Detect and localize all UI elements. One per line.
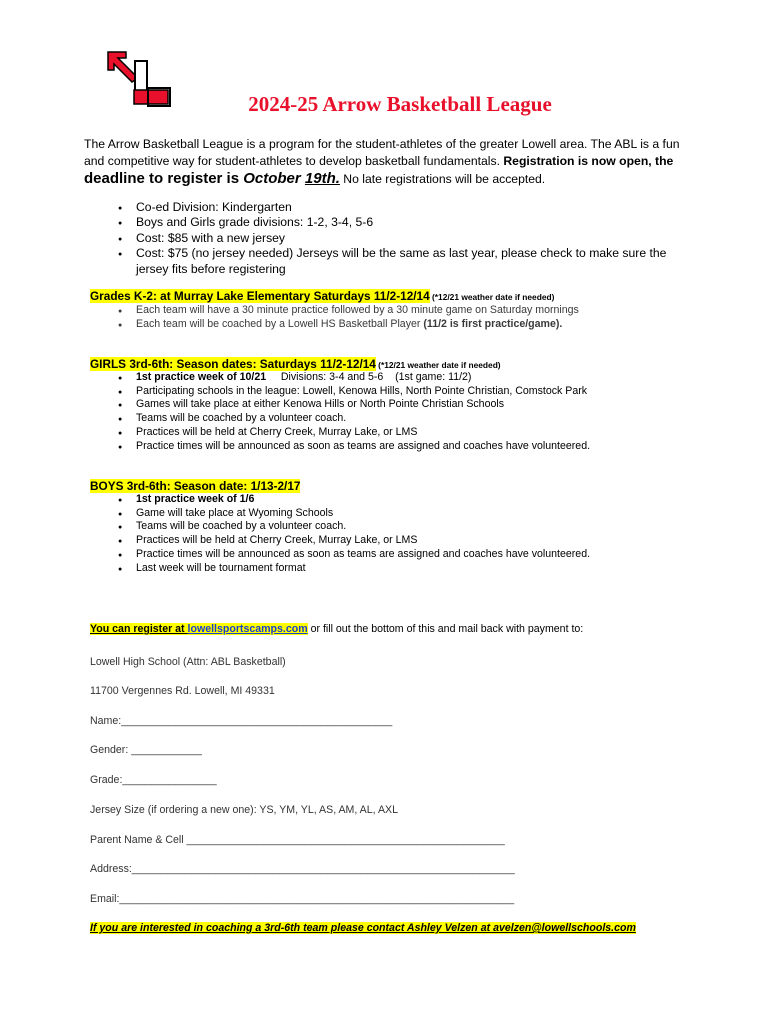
intro-paragraph: [84, 136, 684, 188]
k2-item-text: Each team will be coached by a Lowell HS Basketball Player: [136, 317, 424, 330]
boys-heading-text: BOYS 3rd-6th: Season date: 1/13-2/17: [90, 479, 301, 493]
deadline-text: deadline to register is: [84, 170, 244, 187]
list-item: ● Practices will be held at Cherry Creek, Murray Lake, or LMS: [118, 534, 678, 548]
k2-item-text: Each team will have a 30 minute practice followed by a 30 minute game on Saturday mornings: [136, 304, 579, 316]
girls-heading: [90, 357, 501, 371]
parent-field[interactable]: Parent Name & Cell ______________________________________________________: [90, 834, 505, 846]
k2-heading-text: Grades K-2: at Murray Lake Elementary Saturdays 11/2-12/14: [90, 289, 430, 303]
list-item: [118, 371, 678, 385]
register-prefix: You can register at: [90, 623, 188, 635]
girls-list: [118, 371, 678, 453]
list-item: ● Participating schools in the league: Lowell, Kenowa Hills, North Pointe Christian, Comstock Park: [118, 385, 678, 399]
list-item: ● Cost: $85 with a new jersey: [118, 231, 678, 246]
list-item: ● Games will take place at either Kenowa Hills or North Pointe Christian Schools: [118, 398, 678, 412]
address-field[interactable]: Address:_________________________________________________________________: [90, 863, 515, 875]
list-item: ● Practice times will be announced as soon as teams are assigned and coaches have volunteered.: [118, 440, 678, 454]
jersey-size-field[interactable]: Jersey Size (if ordering a new one): YS, YM, YL, AS, AM, AL, AXL: [90, 804, 398, 816]
name-field[interactable]: Name:______________________________________________: [90, 715, 393, 727]
k2-heading: [90, 289, 554, 303]
list-item: ● Teams will be coached by a volunteer coach.: [118, 520, 678, 534]
k2-list: [118, 304, 678, 331]
boys-list: [118, 493, 678, 575]
girls-heading-text: GIRLS 3rd-6th: Season dates: Saturdays 11/2-12/14: [90, 357, 376, 371]
address-line-1: Lowell High School (Attn: ABL Basketball): [90, 656, 286, 668]
intro-text: The Arrow Basketball League is a program for the student-athletes of the greater Lowell area. The ABL is a fun and competitive way for student-athletes to develop basketball fundamentals.: [84, 137, 680, 168]
page-title: 2024-25 Arrow Basketball League: [248, 92, 552, 116]
list-item: ● Game will take place at Wyoming Schools: [118, 507, 678, 521]
list-item: ● Boys and Girls grade divisions: 1-2, 3-4, 5-6: [118, 215, 678, 230]
register-suffix: or fill out the bottom of this and mail back with payment to:: [307, 623, 584, 635]
list-item: ● Teams will be coached by a volunteer coach.: [118, 412, 678, 426]
list-item: ● Practices will be held at Cherry Creek, Murray Lake, or LMS: [118, 426, 678, 440]
register-link[interactable]: lowellsportscamps.com: [187, 623, 308, 635]
general-info-list: [118, 200, 678, 277]
boys-first-practice: 1st practice week of 1/6: [136, 493, 255, 505]
k2-weather-note: (*12/21 weather date if needed): [429, 292, 555, 302]
boys-heading: [90, 479, 300, 493]
list-item: ● Practice times will be announced as soon as teams are assigned and coaches have volunteered.: [118, 548, 678, 562]
list-item: [118, 493, 678, 507]
girls-divisions: Divisions: 3-4 and 5-6 (1st game: 11/2): [266, 371, 472, 383]
grade-field[interactable]: Grade:________________: [90, 774, 217, 786]
coach-contact-note: If you are interested in coaching a 3rd-6th team please contact Ashley Velzen at avelzen@lowellschools.com: [90, 922, 636, 934]
k2-first-practice: (11/2 is first practice/game).: [423, 317, 563, 330]
girls-weather-note: (*12/21 weather date if needed): [375, 360, 501, 370]
email-field[interactable]: Email:___________________________________________________________________: [90, 893, 515, 905]
list-item: ● Last week will be tournament format: [118, 562, 678, 576]
list-item: ● Cost: $75 (no jersey needed) Jerseys will be the same as last year, please check to make sure the jersey fits before registering: [118, 246, 678, 277]
list-item: [118, 318, 678, 332]
list-item: [118, 304, 678, 318]
deadline-month: October: [243, 170, 305, 187]
registration-open-text: Registration is now open, the: [503, 154, 674, 168]
list-item: ● Co-ed Division: Kindergarten: [118, 200, 678, 215]
deadline-day: 19th.: [304, 170, 340, 187]
address-line-2: 11700 Vergennes Rd. Lowell, MI 49331: [90, 685, 275, 697]
no-late-text: No late registrations will be accepted.: [339, 172, 546, 186]
register-line: [90, 623, 583, 635]
gender-field[interactable]: Gender: ____________: [90, 744, 202, 756]
girls-first-practice: 1st practice week of 10/21: [136, 371, 267, 383]
